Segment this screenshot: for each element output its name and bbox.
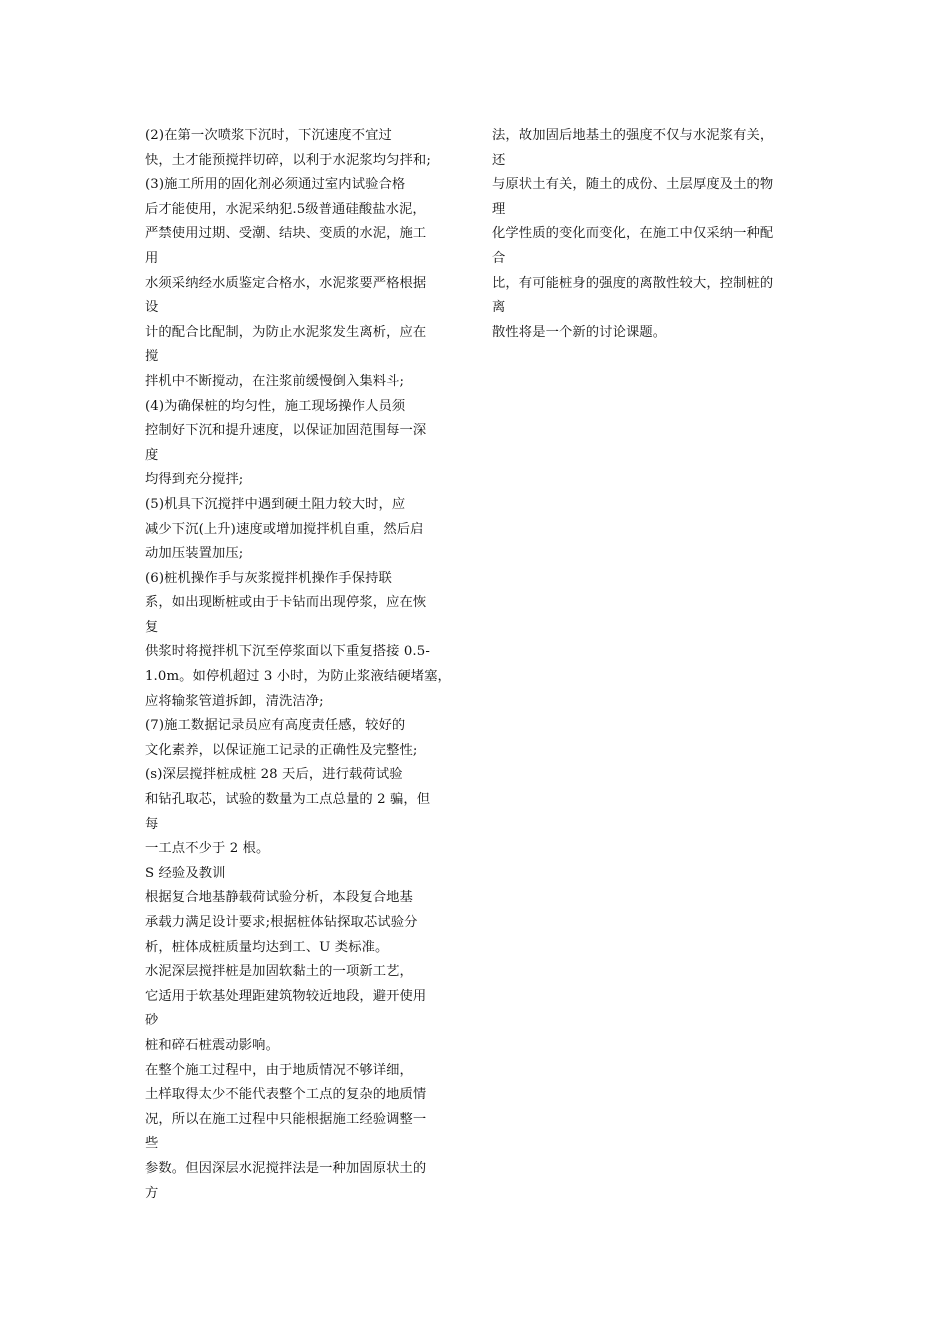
right-column-line: 还	[492, 152, 506, 168]
left-column-line: 砂	[145, 1013, 159, 1029]
left-column-line: 水泥深层搅拌桩是加固软黏土的一项新工艺，	[145, 964, 413, 980]
left-column-line: 析，桩体成桩质量均达到工、U 类标准。	[145, 939, 389, 955]
left-column-line: 计的配合比配制，为防止水泥浆发生离析，应在	[145, 324, 427, 340]
left-column-line: (3)施工所用的固化剂必须通过室内试验合格	[145, 177, 406, 193]
left-column-line: (7)施工数据记录员应有高度责任感，较好的	[145, 718, 406, 734]
left-column-line: 参数。但因深层水泥搅拌法是一种加固原状土的	[145, 1160, 427, 1176]
right-column-line: 化学性质的变化而变化，在施工中仅采纳一种配	[492, 226, 774, 242]
left-column-line: 均得到充分搅拌;	[145, 472, 244, 488]
left-column-line: 设	[145, 300, 159, 316]
left-column-line: 根据复合地基静载荷试验分析，本段复合地基	[145, 890, 413, 906]
left-column-line: 减少下沉(上升)速度或增加搅拌机自重，然后启	[145, 521, 424, 537]
left-column-line: (s)深层搅拌桩成桩 28 天后，进行载荷试验	[145, 767, 403, 783]
right-column-line: 法，故加固后地基土的强度不仅与水泥浆有关，	[492, 128, 774, 143]
left-column-line: 况，所以在施工过程中只能根据施工经验调整一	[145, 1111, 427, 1127]
left-column-line: 桩和碎石桩震动影响。	[145, 1037, 279, 1053]
left-column-line: 方	[145, 1185, 159, 1201]
left-column-line: 供浆时将搅拌机下沉至停浆面以下重复搭接 0.5-	[145, 644, 430, 660]
right-column-line: 散性将是一个新的讨论课题。	[492, 324, 667, 340]
left-column-line: 1.0m。如停机超过 3 小时，为防止浆液结硬堵塞，	[145, 669, 451, 685]
left-column-line: 在整个施工过程中，由于地质情况不够详细，	[145, 1062, 413, 1078]
left-column-line: 文化素养，以保证施工记录的正确性及完整性;	[145, 742, 418, 758]
right-column-line: 与原状土有关，随土的成份、土层厚度及土的物	[492, 177, 774, 193]
left-column-line: 和钻孔取芯，试验的数量为工点总量的 2 骗，但	[145, 792, 431, 808]
left-column-line: 土样取得太少不能代表整个工点的复杂的地质情	[145, 1087, 427, 1103]
left-column-line: 它适用于软基处理距建筑物较近地段，避开使用	[145, 988, 427, 1004]
left-column-line: 些	[145, 1136, 159, 1152]
left-column-line: (5)机具下沉搅拌中遇到硬土阻力较大时，应	[145, 496, 406, 512]
right-column-line: 合	[492, 250, 506, 266]
left-column-line: (2)在第一次喷浆下沉时，下沉速度不宜过	[145, 128, 392, 143]
left-column-line: 承载力满足设计要求;根据桩体钻探取芯试验分	[145, 915, 418, 930]
left-column-line: 复	[145, 619, 159, 635]
left-column-line: 每	[145, 816, 159, 832]
right-text-column	[492, 124, 810, 345]
left-column-line: 用	[145, 250, 159, 266]
left-column-line: (4)为确保桩的均匀性，施工现场操作人员须	[145, 398, 406, 414]
left-column-line: 系，如出现断桩或由于卡钻而出现停浆，应在恢	[145, 595, 427, 611]
left-text-column	[145, 124, 463, 1206]
left-column-line: 快，土才能预搅拌切碎，以利于水泥浆均匀拌和;	[145, 152, 431, 168]
right-column-line: 比，有可能桩身的强度的离散性较大，控制桩的	[492, 275, 774, 291]
left-column-line: 严禁使用过期、受潮、结块、变质的水泥，施工	[145, 226, 427, 242]
left-column-line: 拌机中不断搅动，在注浆前缓慢倒入集料斗;	[145, 373, 405, 389]
left-column-line: 控制好下沉和提升速度，以保证加固范围每一深	[145, 423, 427, 439]
left-column-line: 水须采纳经水质鉴定合格水，水泥浆要严格根据	[145, 275, 427, 291]
left-column-line: 后才能使用，水泥采纳犯.5级普通硅酸盐水泥，	[145, 201, 426, 217]
left-column-line: 搅	[145, 349, 159, 365]
left-column-line: 度	[145, 447, 159, 463]
left-column-line: (6)桩机操作手与灰浆搅拌机操作手保持联	[145, 570, 392, 586]
left-column-line: S 经验及教训	[145, 865, 226, 881]
left-column-line: 一工点不少于 2 根。	[145, 841, 270, 857]
right-column-line: 离	[492, 300, 506, 316]
left-column-line: 动加压装置加压;	[145, 546, 244, 562]
left-column-line: 应将输浆管道拆卸，清洗洁净;	[145, 693, 324, 709]
right-column-line: 理	[492, 201, 506, 217]
